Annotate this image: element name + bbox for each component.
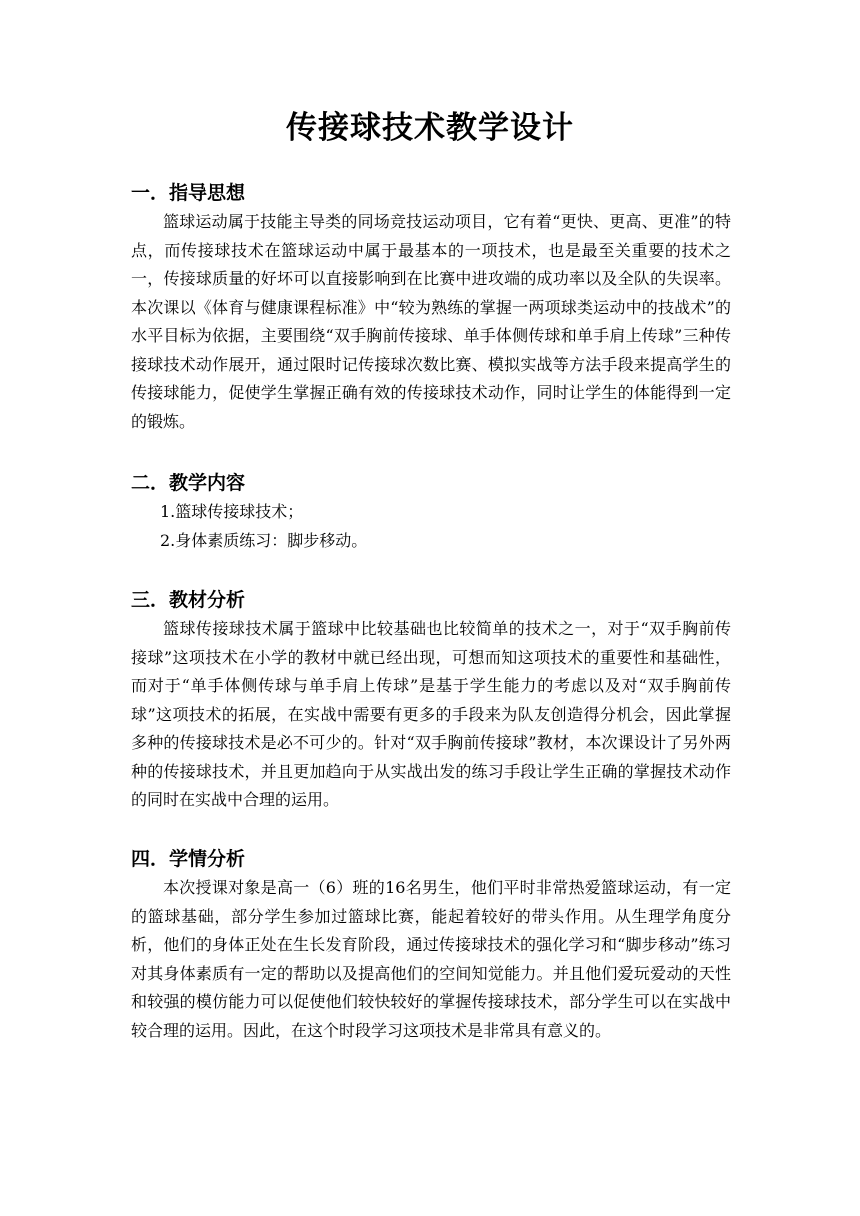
section-learner-analysis bbox=[131, 844, 731, 1045]
section-heading: 一．指导思想 bbox=[131, 182, 246, 204]
section-paragraph: 篮球运动属于技能主导类的同场竞技运动项目，它有着“更快、更高、更准”的特点，而传接球技术在篮球运动中属于最基本的一项技术，也是最至关重要的技术之一，传接球质量的好坏可以直接影响到在比赛中进攻端的成功率以及全队的失误率。本次课以《体育与健康课程标准》中“较为熟练的掌握一两项球类运动中的技战术”的水平目标为依据，主要围绕“双手胸前传接球、单手体侧传球和单手肩上传球”三种传接球技术动作展开，通过限时记传接球次数比赛、模拟实战等方法手段来提高学生的传接球能力，促使学生掌握正确有效的传接球技术动作，同时让学生的体能得到一定的锻炼。 bbox=[131, 212, 731, 431]
section-teaching-content bbox=[131, 468, 731, 555]
section-heading: 三．教材分析 bbox=[131, 589, 246, 611]
section-material-analysis bbox=[131, 585, 731, 815]
section-paragraph: 本次授课对象是高一（6）班的16名男生，他们平时非常热爱篮球运动，有一定的篮球基础，部分学生参加过篮球比赛，能起着较好的带头作用。从生理学角度分析，他们的身体正处在生长发育阶段，通过传接球技术的强化学习和“脚步移动”练习对其身体素质有一定的帮助以及提高他们的空间知觉能力。并且他们爱玩爱动的天性和较强的模仿能力可以促使他们较快较好的掌握传接球技术，部分学生可以在实战中较合理的运用。因此，在这个时段学习这项技术是非常具有意义的。 bbox=[131, 878, 731, 1040]
list-item: 1.篮球传接球技术； bbox=[160, 502, 304, 521]
document-title: 传接球技术教学设计 bbox=[286, 110, 574, 146]
section-paragraph: 篮球传接球技术属于篮球中比较基础也比较简单的技术之一，对于“双手胸前传接球”这项技术在小学的教材中就已经出现，可想而知这项技术的重要性和基础性，而对于“单手体侧传球与单手肩上传球”是基于学生能力的考虑以及对“双手胸前传球”这项技术的拓展，在实战中需要有更多的手段来为队友创造得分机会，因此掌握多种的传接球技术是必不可少的。针对“双手胸前传接球”教材，本次课设计了另外两种的传接球技术，并且更加趋向于从实战出发的练习手段让学生正确的掌握技术动作的同时在实战中合理的运用。 bbox=[131, 619, 731, 809]
section-heading: 四．学情分析 bbox=[131, 848, 246, 870]
section-heading: 二．教学内容 bbox=[131, 472, 246, 494]
section-guiding-ideology bbox=[131, 178, 731, 436]
list-item: 2.身体素质练习：脚步移动。 bbox=[160, 530, 368, 550]
